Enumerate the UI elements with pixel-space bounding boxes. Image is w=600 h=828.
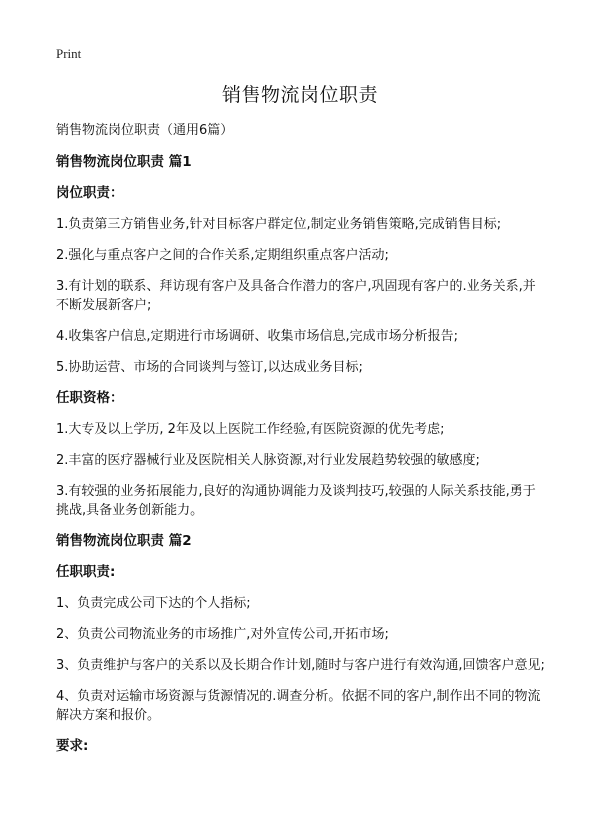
duty-item: 4、负责对运输市场资源与货源情况的.调查分析。依据不同的客户,制作出不同的物流解决方案和报价。: [56, 689, 541, 723]
duty-item: 2.强化与重点客户之间的合作关系,定期组织重点客户活动;: [56, 248, 389, 263]
duty-item: 3.有计划的联系、拜访现有客户及具备合作潜力的客户,巩固现有客户的.业务关系,并不断发展新客户;: [56, 279, 536, 313]
duty-item: 3、负责维护与客户的关系以及长期合作计划,随时与客户进行有效沟通,回馈客户意见;: [56, 658, 545, 673]
document-title: 销售物流岗位职责: [221, 84, 378, 106]
duty-item: 2、负责公司物流业务的市场推广,对外宣传公司,开拓市场;: [56, 627, 389, 642]
duty-item: 4.收集客户信息,定期进行市场调研、收集市场信息,完成市场分析报告;: [56, 329, 459, 344]
duties-heading: 任职职责:: [56, 564, 116, 580]
requirements-heading: 要求:: [56, 738, 89, 754]
document-body: [56, 122, 548, 768]
print-label: Print: [56, 46, 82, 61]
document-subtitle: 销售物流岗位职责（通用6篇）: [56, 123, 234, 138]
duty-item: 5.协助运营、市场的合同谈判与签订,以达成业务目标;: [56, 360, 363, 375]
qualification-item: 1.大专及以上学历, 2年及以上医院工作经验,有医院资源的优先考虑;: [56, 422, 445, 437]
duty-item: 1、负责完成公司下达的个人指标;: [56, 596, 251, 611]
duty-item: 1.负责第三方销售业务,针对目标客户群定位,制定业务销售策略,完成销售目标;: [56, 217, 502, 232]
qualification-item: 3.有较强的业务拓展能力,良好的沟通协调能力及谈判技巧,较强的人际关系技能,勇于挑战,具备业务创新能力。: [56, 484, 536, 518]
section-title: 销售物流岗位职责 篇2: [56, 533, 192, 549]
qualifications-heading: 任职资格：: [56, 390, 124, 406]
qualification-item: 2.丰富的医疗器械行业及医院相关人脉资源,对行业发展趋势较强的敏感度;: [56, 453, 480, 468]
section-title: 销售物流岗位职责 篇1: [56, 154, 192, 170]
duties-heading: 岗位职责：: [56, 185, 124, 201]
